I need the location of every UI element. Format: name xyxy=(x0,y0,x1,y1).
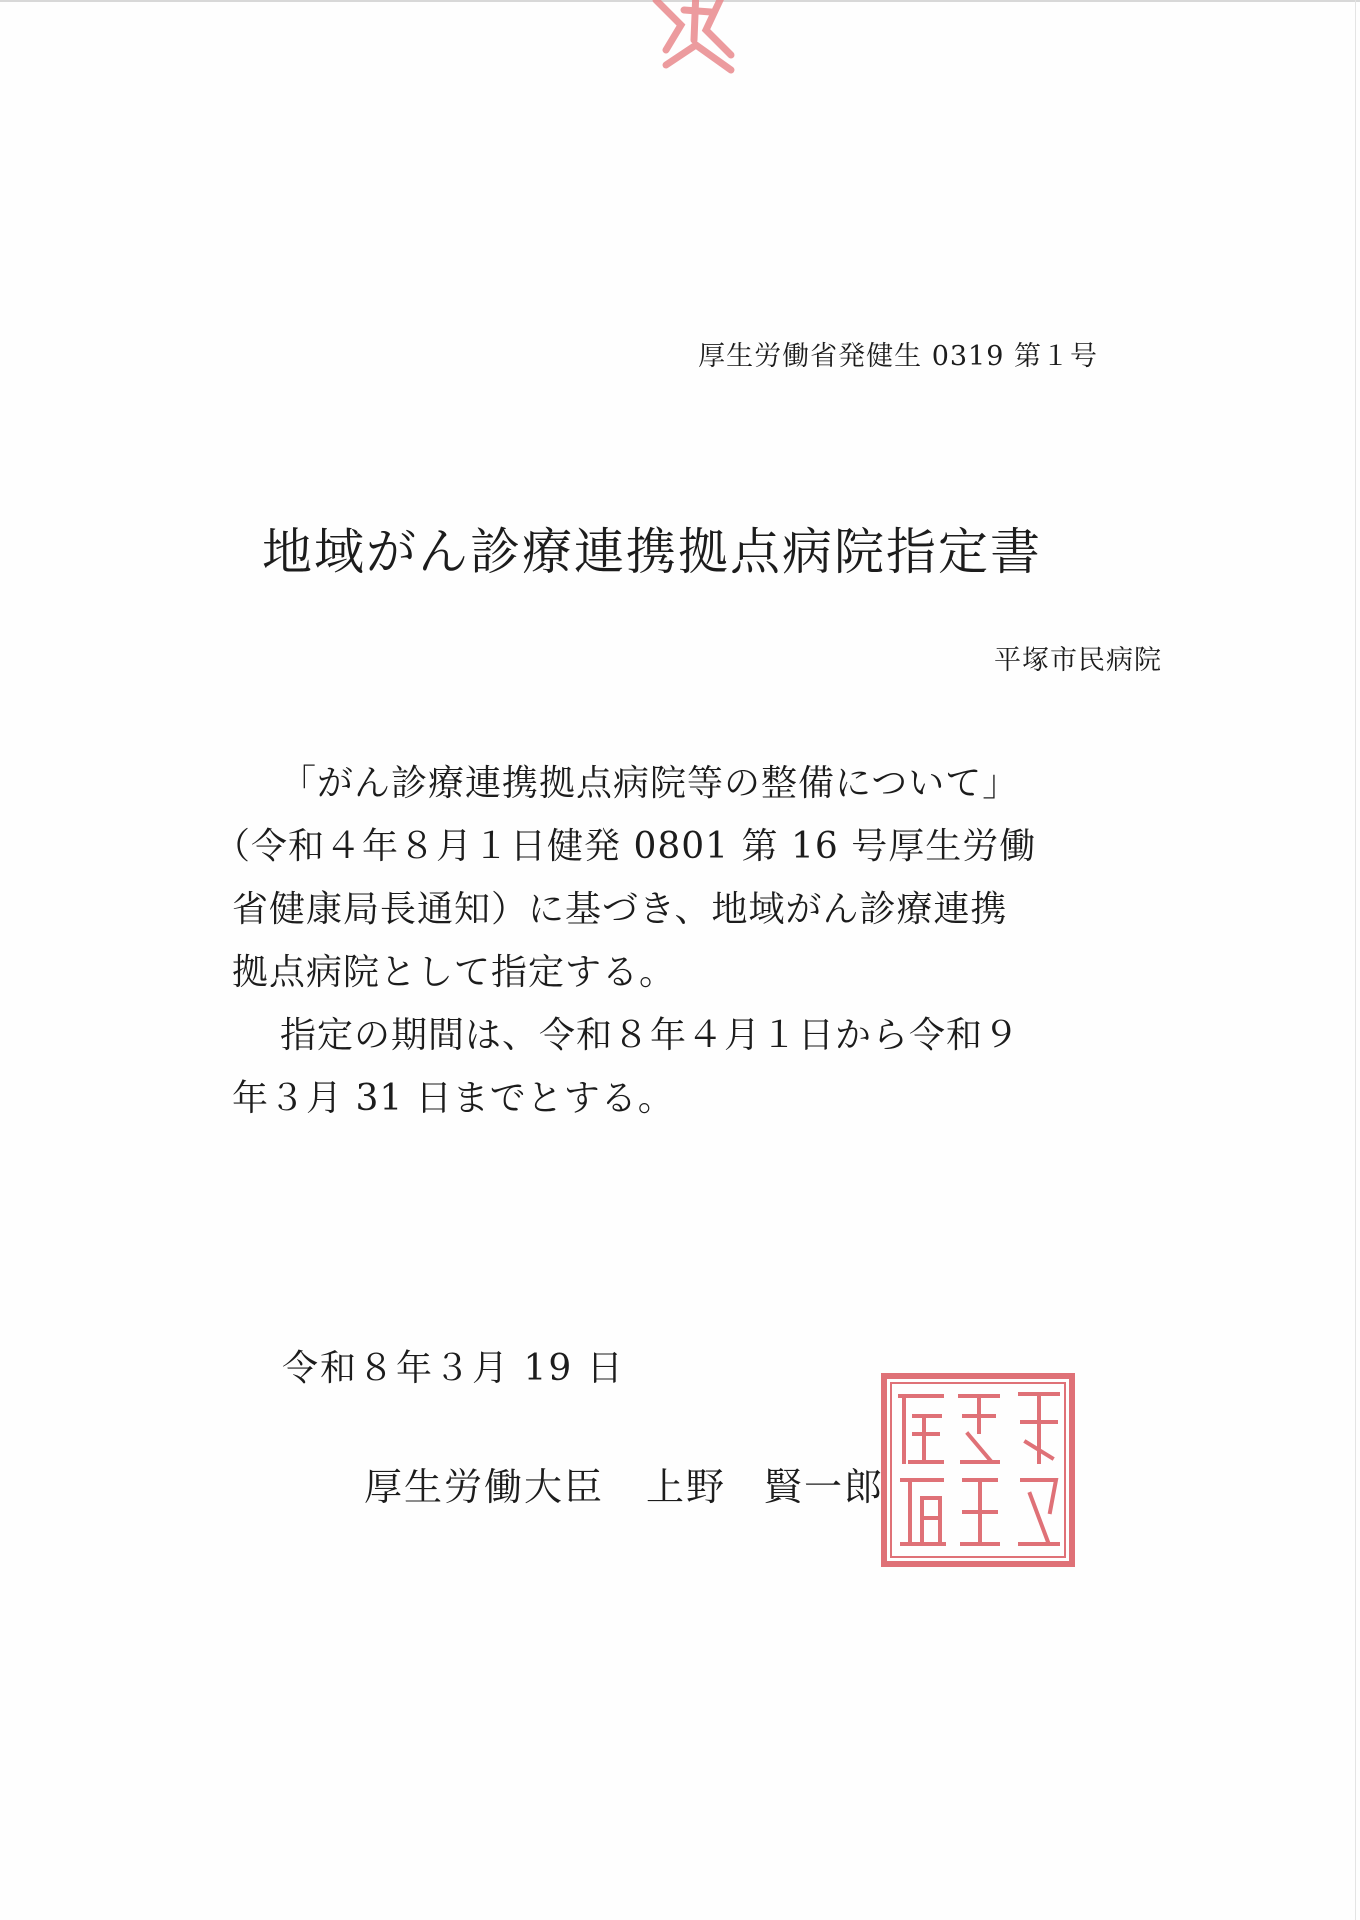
ministerial-seal-icon xyxy=(880,1372,1076,1568)
scan-edge-right xyxy=(1355,0,1356,1920)
signatory-title: 厚生労働大臣 xyxy=(364,1465,605,1509)
signatory xyxy=(364,1456,884,1511)
body-text xyxy=(214,752,1112,1130)
body-line: 省健康局長通知）に基づき、地域がん診療連携 xyxy=(232,889,1008,930)
body-line: 年３月 31 日までとする。 xyxy=(232,1078,675,1119)
body-line: 「がん診療連携拠点病院等の整備について」 xyxy=(280,763,1020,804)
recipient-name: 平塚市民病院 xyxy=(994,645,1162,676)
document-title: 地域がん診療連携拠点病院指定書 xyxy=(262,523,1042,581)
partial-seal-icon xyxy=(636,0,756,90)
document-number: 厚生労働省発健生 0319 第１号 xyxy=(698,341,1098,372)
signatory-given-name: 賢一郎 xyxy=(764,1465,885,1509)
body-line: 拠点病院として指定する。 xyxy=(232,952,677,993)
body-line: （令和４年８月１日健発 0801 第 16 号厚生労働 xyxy=(214,826,1037,867)
body-line: 指定の期間は、令和８年４月１日から令和９ xyxy=(280,1015,1021,1056)
signatory-surname: 上野 xyxy=(646,1465,727,1509)
issue-date: 令和８年３月 19 日 xyxy=(282,1348,625,1389)
